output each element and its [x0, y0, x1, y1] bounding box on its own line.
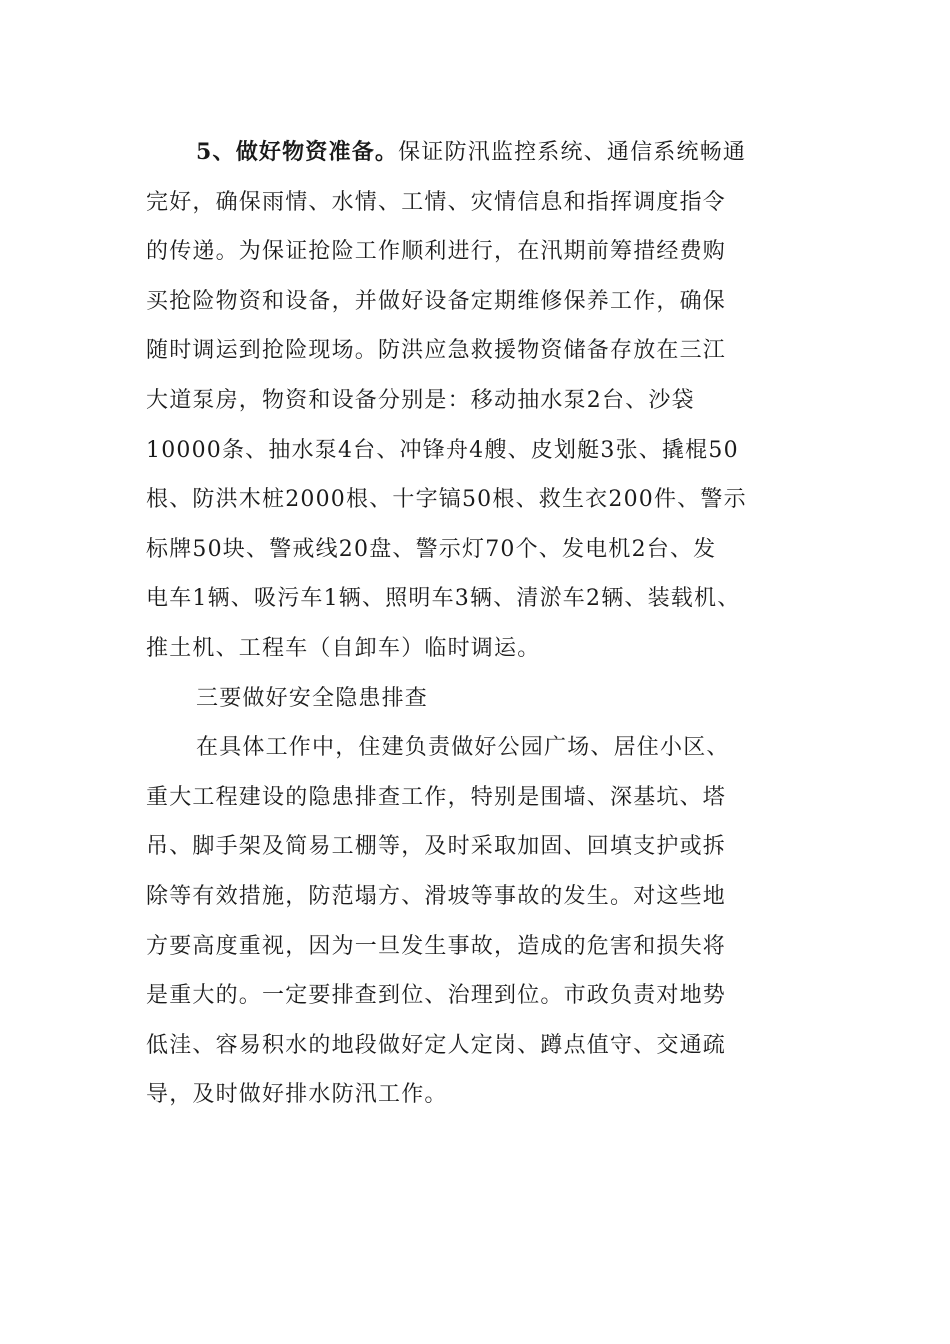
- section-heading: 三要做好安全隐患排查: [196, 685, 429, 711]
- paragraph-2-line: 低洼、容易积水的地段做好定人定岗、蹲点值守、交通疏: [146, 1032, 727, 1058]
- paragraph-1-line: 电车1辆、吸污车1辆、照明车3辆、清淤车2辆、装载机、: [146, 586, 741, 612]
- paragraph-1-line: 买抢险物资和设备，并做好设备定期维修保养工作，确保: [146, 288, 727, 314]
- paragraph-1-text: 保证防汛监控系统、通信系统畅通: [398, 140, 747, 165]
- paragraph-2-line: 导，及时做好排水防汛工作。: [146, 1082, 448, 1108]
- paragraph-2-line: 是重大的。一定要排查到位、治理到位。市政负责对地势: [146, 983, 727, 1009]
- paragraph-2-line: 吊、脚手架及简易工棚等，及时采取加固、回填支护或拆: [146, 834, 727, 860]
- paragraph-1-line: 大道泵房，物资和设备分别是：移动抽水泵2台、沙袋: [146, 387, 695, 413]
- document-body: [146, 128, 816, 1120]
- paragraph-1-line: 完好，确保雨情、水情、工情、灾情信息和指挥调度指令: [146, 189, 727, 215]
- paragraph-1-line-1: [146, 128, 816, 178]
- paragraph-1-line: 的传递。为保证抢险工作顺利进行，在汛期前筹措经费购: [146, 239, 727, 265]
- paragraph-2-line-1: 在具体工作中，住建负责做好公园广场、居住小区、: [196, 735, 730, 761]
- paragraph-1-line: 随时调运到抢险现场。防洪应急救援物资储备存放在三江: [146, 338, 727, 364]
- paragraph-1-line: 标牌50块、警戒线20盘、警示灯70个、发电机2台、发: [146, 536, 717, 562]
- paragraph-2-line: 重大工程建设的隐患排查工作，特别是围墙、深基坑、塔: [146, 784, 727, 810]
- paragraph-2-line: 除等有效措施，防范塌方、滑坡等事故的发生。对这些地: [146, 883, 727, 909]
- item-heading: 5、做好物资准备。: [196, 139, 399, 165]
- paragraph-2-line: 方要高度重视，因为一旦发生事故，造成的危害和损失将: [146, 933, 727, 959]
- paragraph-1-line: 根、防洪木桩2000根、十字镐50根、救生衣200件、警示: [146, 487, 747, 513]
- paragraph-1-line: 推土机、工程车（自卸车）临时调运。: [146, 635, 541, 661]
- paragraph-1-line: 10000条、抽水泵4台、冲锋舟4艘、皮划艇3张、撬棍50: [146, 437, 739, 463]
